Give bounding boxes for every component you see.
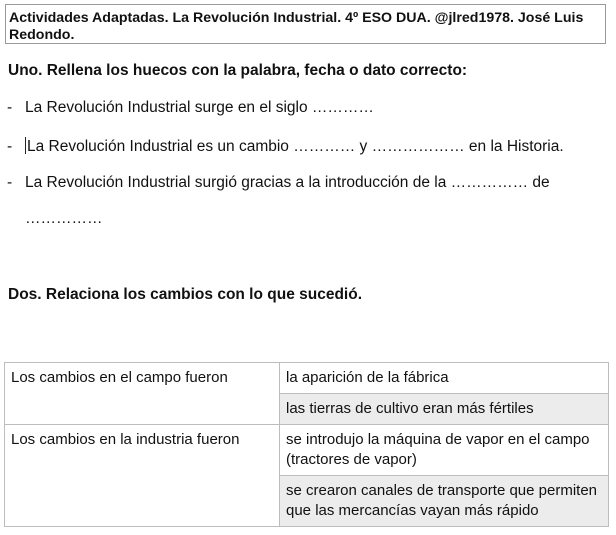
section-one-heading: Uno. Rellena los huecos con la palabra, fecha o dato correcto:	[8, 62, 468, 79]
table-cell-right: se introdujo la máquina de vapor en el campo (tractores de vapor)	[280, 425, 609, 476]
bullet-dash: -	[7, 99, 13, 116]
item-text[interactable]: La Revolución Industrial surge en el siglo …………	[25, 99, 374, 116]
bullet-dash: -	[7, 174, 13, 191]
item-text[interactable]: La Revolución Industrial es un cambio ………… y ……………… en la Historia.	[27, 138, 564, 155]
table-cell-right: las tierras de cultivo eran más fértiles	[280, 394, 609, 425]
document-header	[5, 4, 606, 44]
list-item	[7, 99, 374, 117]
list-item-continuation[interactable]: ……………	[25, 210, 103, 227]
relation-table	[4, 362, 609, 527]
list-item	[7, 137, 564, 156]
table-cell-right: se crearon canales de transporte que permiten que las mercancías vayan más rápido	[280, 476, 609, 527]
list-item	[7, 174, 550, 192]
section-two-heading: Dos. Relaciona los cambios con lo que sucedió.	[8, 286, 363, 303]
table-cell-left: Los cambios en la industria fueron	[5, 425, 280, 527]
bullet-dash: -	[7, 138, 13, 155]
table-row	[5, 363, 609, 394]
table-row	[5, 425, 609, 476]
item-text[interactable]: La Revolución Industrial surgió gracias a la introducción de la …………… de	[25, 174, 550, 191]
table-cell-right: la aparición de la fábrica	[280, 363, 609, 394]
text-cursor	[25, 137, 26, 154]
table-cell-left: Los cambios en el campo fueron	[5, 363, 280, 425]
header-title: Actividades Adaptadas. La Revolución Industrial. 4º ESO DUA. @jlred1978. José Luis Redondo.	[9, 10, 584, 43]
